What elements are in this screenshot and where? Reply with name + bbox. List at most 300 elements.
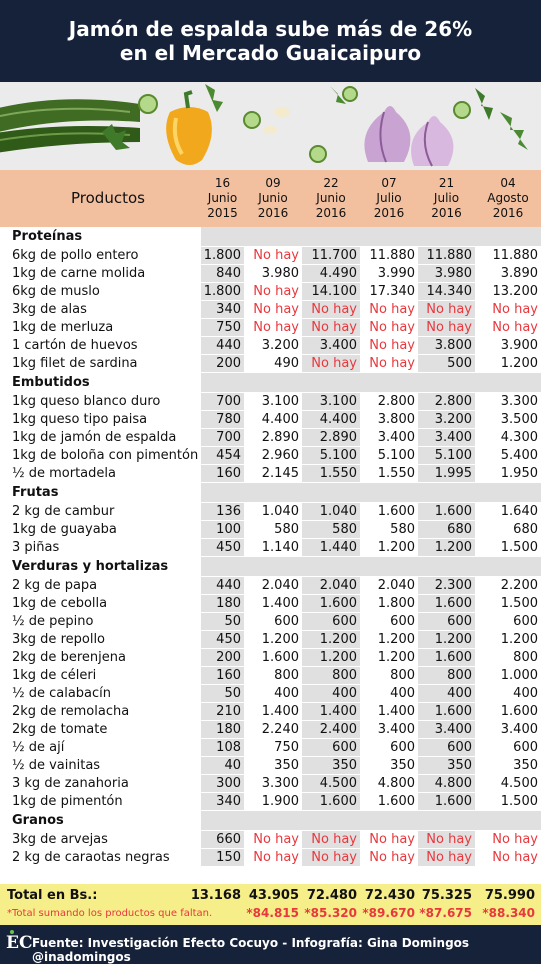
price-cell: 2.800: [418, 393, 475, 411]
category-spacer-cell: [302, 373, 360, 393]
price-cell: 400: [244, 685, 302, 703]
price-cell: No hay: [302, 355, 360, 373]
price-cell: 454: [201, 447, 244, 465]
price-cell: 580: [244, 521, 302, 539]
price-cell: 3.500: [475, 411, 541, 429]
price-cell: 1.200: [360, 539, 418, 557]
category-row: [0, 557, 541, 577]
category-spacer-cell: [201, 373, 244, 393]
price-cell: No hay: [475, 301, 541, 319]
date-column-header: [244, 170, 302, 227]
price-cell: 1.400: [302, 703, 360, 721]
price-cell: 660: [201, 831, 244, 849]
product-name: 6kg de pollo entero: [0, 247, 201, 265]
product-name: 2kg de tomate: [0, 721, 201, 739]
date-header-line: 07: [381, 176, 397, 190]
price-cell: 17.340: [360, 283, 418, 301]
price-cell: 3.980: [244, 265, 302, 283]
table-row: [0, 411, 541, 429]
table-row: [0, 721, 541, 739]
price-cell: 1.200: [302, 649, 360, 667]
price-cell: 200: [201, 649, 244, 667]
adjusted-total-value: *88.340: [482, 906, 535, 920]
price-cell: No hay: [244, 319, 302, 337]
total-bar: [0, 884, 541, 925]
price-cell: 3.400: [418, 721, 475, 739]
price-cell: 5.100: [418, 447, 475, 465]
price-cell: No hay: [302, 849, 360, 867]
price-cell: 3.400: [302, 337, 360, 355]
price-cell: 2.040: [244, 577, 302, 595]
total-value: 13.168: [190, 888, 241, 903]
table-row: [0, 539, 541, 557]
price-cell: No hay: [302, 301, 360, 319]
price-cell: 160: [201, 667, 244, 685]
category-row: [0, 227, 541, 247]
price-cell: 580: [302, 521, 360, 539]
price-cell: 400: [360, 685, 418, 703]
price-cell: 3.100: [244, 393, 302, 411]
price-cell: 136: [201, 503, 244, 521]
price-cell: 4.500: [302, 775, 360, 793]
price-cell: 1.200: [418, 539, 475, 557]
category-spacer-cell: [418, 483, 475, 503]
price-cell: 1.600: [418, 793, 475, 811]
total-value: 43.905: [248, 888, 299, 903]
price-cell: 600: [475, 739, 541, 757]
price-cell: 700: [201, 429, 244, 447]
category-spacer-cell: [244, 373, 302, 393]
price-cell: 2.300: [418, 577, 475, 595]
price-cell: 1.900: [244, 793, 302, 811]
title-line-1: Jamón de espalda sube más de 26%: [68, 17, 473, 41]
price-cell: 4.400: [302, 411, 360, 429]
product-name: 2 kg de caraotas negras: [0, 849, 201, 867]
price-cell: No hay: [475, 831, 541, 849]
price-cell: 160: [201, 465, 244, 483]
price-cell: No hay: [475, 849, 541, 867]
yellow-pepper-icon: [166, 92, 212, 165]
category-label: Frutas: [0, 483, 201, 503]
price-cell: No hay: [360, 831, 418, 849]
price-cell: 600: [302, 739, 360, 757]
price-cell: No hay: [302, 831, 360, 849]
price-cell: 1.600: [302, 595, 360, 613]
adjusted-total-value: *89.670: [362, 906, 415, 920]
date-column-header: [302, 170, 360, 227]
category-row: [0, 373, 541, 393]
date-header-line: Agosto: [487, 191, 529, 205]
price-cell: 400: [475, 685, 541, 703]
table-row: [0, 793, 541, 811]
table-body: [0, 227, 541, 867]
price-cell: 3.990: [360, 265, 418, 283]
price-cell: 100: [201, 521, 244, 539]
price-cell: 108: [201, 739, 244, 757]
product-name: 1 cartón de huevos: [0, 337, 201, 355]
date-header-line: 2016: [431, 206, 462, 220]
category-spacer-cell: [360, 483, 418, 503]
price-cell: 440: [201, 577, 244, 595]
table-row: [0, 283, 541, 301]
price-cell: 1.200: [418, 631, 475, 649]
price-cell: 300: [201, 775, 244, 793]
product-name: 6kg de muslo: [0, 283, 201, 301]
product-name: 1kg queso tipo paisa: [0, 411, 201, 429]
price-cell: 3.400: [418, 429, 475, 447]
price-cell: 3.400: [360, 429, 418, 447]
price-cell: 1.600: [475, 703, 541, 721]
table-row: [0, 465, 541, 483]
price-cell: 1.500: [475, 793, 541, 811]
price-table-container: [0, 170, 541, 884]
date-header-line: 09: [265, 176, 281, 190]
price-cell: 750: [201, 319, 244, 337]
price-cell: No hay: [475, 319, 541, 337]
efecto-cocuyo-logo: EC: [6, 933, 33, 953]
category-spacer-cell: [475, 811, 541, 831]
price-cell: 800: [418, 667, 475, 685]
price-cell: 14.100: [302, 283, 360, 301]
price-cell: 600: [302, 613, 360, 631]
price-cell: 2.890: [302, 429, 360, 447]
price-cell: 800: [244, 667, 302, 685]
category-spacer-cell: [360, 811, 418, 831]
price-cell: 800: [302, 667, 360, 685]
table-row: [0, 503, 541, 521]
table-row: [0, 831, 541, 849]
price-table: [0, 170, 541, 867]
price-cell: 600: [475, 613, 541, 631]
category-label: Verduras y hortalizas: [0, 557, 201, 577]
price-cell: 2.890: [244, 429, 302, 447]
price-cell: No hay: [360, 337, 418, 355]
date-column-header: [360, 170, 418, 227]
price-cell: 210: [201, 703, 244, 721]
price-cell: 450: [201, 539, 244, 557]
product-name: 1kg de pimentón: [0, 793, 201, 811]
price-cell: 3.800: [418, 337, 475, 355]
price-cell: 14.340: [418, 283, 475, 301]
price-cell: 600: [360, 613, 418, 631]
price-cell: 2.200: [475, 577, 541, 595]
table-row: [0, 301, 541, 319]
price-cell: 350: [475, 757, 541, 775]
price-cell: 500: [418, 355, 475, 373]
price-cell: No hay: [244, 301, 302, 319]
price-cell: No hay: [418, 301, 475, 319]
price-cell: 4.800: [360, 775, 418, 793]
category-spacer-cell: [201, 227, 244, 247]
product-name: 3 piñas: [0, 539, 201, 557]
product-name: 1kg de guayaba: [0, 521, 201, 539]
price-cell: No hay: [244, 283, 302, 301]
price-cell: 580: [360, 521, 418, 539]
banner-svg: [0, 82, 541, 170]
price-cell: 440: [201, 337, 244, 355]
table-row: [0, 447, 541, 465]
table-row: [0, 849, 541, 867]
price-cell: 400: [418, 685, 475, 703]
price-cell: 1.040: [244, 503, 302, 521]
adjusted-total-value: *84.815: [246, 906, 299, 920]
title-line-2: en el Mercado Guaicaipuro: [119, 41, 422, 65]
date-header-line: Julio: [376, 191, 402, 205]
product-name: 1kg de cebolla: [0, 595, 201, 613]
price-cell: 3.890: [475, 265, 541, 283]
footer: [0, 925, 541, 964]
price-cell: 1.400: [244, 703, 302, 721]
product-name: ½ de calabacín: [0, 685, 201, 703]
price-cell: 11.700: [302, 247, 360, 265]
price-cell: No hay: [360, 355, 418, 373]
price-cell: 13.200: [475, 283, 541, 301]
table-row: [0, 521, 541, 539]
category-spacer-cell: [475, 373, 541, 393]
price-cell: 4.400: [244, 411, 302, 429]
price-cell: No hay: [244, 849, 302, 867]
table-row: [0, 319, 541, 337]
date-header-line: 2016: [492, 206, 524, 220]
category-spacer-cell: [360, 227, 418, 247]
table-row: [0, 649, 541, 667]
price-cell: 700: [201, 393, 244, 411]
category-spacer-cell: [244, 483, 302, 503]
category-spacer-cell: [475, 483, 541, 503]
price-cell: 1.200: [360, 631, 418, 649]
date-column-header: [475, 170, 541, 227]
price-cell: 1.140: [244, 539, 302, 557]
table-row: [0, 393, 541, 411]
price-cell: 1.800: [201, 247, 244, 265]
category-spacer-cell: [360, 557, 418, 577]
price-cell: 1.200: [475, 631, 541, 649]
price-cell: 780: [201, 411, 244, 429]
table-row: [0, 595, 541, 613]
price-cell: 1.200: [244, 631, 302, 649]
price-cell: 1.500: [475, 595, 541, 613]
price-cell: 3.400: [475, 721, 541, 739]
product-name: ½ de mortadela: [0, 465, 201, 483]
category-spacer-cell: [302, 483, 360, 503]
total-value: 75.325: [421, 888, 472, 903]
price-cell: 5.400: [475, 447, 541, 465]
price-cell: 350: [302, 757, 360, 775]
price-cell: 680: [475, 521, 541, 539]
price-cell: No hay: [360, 319, 418, 337]
category-spacer-cell: [201, 483, 244, 503]
date-header-line: Junio: [207, 191, 238, 205]
date-header-line: Junio: [258, 191, 288, 205]
price-cell: 2.800: [360, 393, 418, 411]
price-cell: 4.490: [302, 265, 360, 283]
product-name: ½ de vainitas: [0, 757, 201, 775]
price-cell: 1.600: [418, 649, 475, 667]
price-cell: 1.640: [475, 503, 541, 521]
price-cell: 2.960: [244, 447, 302, 465]
category-spacer-cell: [201, 557, 244, 577]
price-cell: No hay: [418, 849, 475, 867]
price-cell: 180: [201, 721, 244, 739]
price-cell: 4.500: [475, 775, 541, 793]
total-value: 72.430: [364, 888, 415, 903]
product-name: 2kg de berenjena: [0, 649, 201, 667]
price-cell: 4.300: [475, 429, 541, 447]
date-column-header: [418, 170, 475, 227]
table-row: [0, 667, 541, 685]
price-cell: 350: [244, 757, 302, 775]
price-cell: 3.400: [360, 721, 418, 739]
product-name: 1kg de boloña con pimentón: [0, 447, 201, 465]
price-cell: 680: [418, 521, 475, 539]
price-cell: 2.040: [360, 577, 418, 595]
date-header-line: 04: [500, 176, 516, 190]
price-cell: 11.880: [360, 247, 418, 265]
garlic-icon: [263, 106, 453, 166]
table-row: [0, 757, 541, 775]
source-credit: Fuente: Investigación Efecto Cocuyo - Infografía: Gina Domingos @inadomingos: [32, 936, 470, 964]
category-spacer-cell: [360, 373, 418, 393]
product-name: 1kg de merluza: [0, 319, 201, 337]
date-header-line: 2016: [315, 206, 347, 220]
product-name: 1kg filet de sardina: [0, 355, 201, 373]
table-row: [0, 265, 541, 283]
product-name: 2kg de remolacha: [0, 703, 201, 721]
product-name: 2 kg de cambur: [0, 503, 201, 521]
price-cell: 3.200: [244, 337, 302, 355]
category-row: [0, 483, 541, 503]
category-spacer-cell: [244, 227, 302, 247]
price-cell: 1.600: [418, 503, 475, 521]
price-cell: No hay: [302, 319, 360, 337]
price-cell: 1.200: [475, 355, 541, 373]
price-cell: 200: [201, 355, 244, 373]
banner-illustration: [0, 82, 541, 170]
table-row: [0, 775, 541, 793]
price-cell: 1.200: [302, 631, 360, 649]
price-cell: 1.040: [302, 503, 360, 521]
date-header-line: 2016: [257, 206, 289, 220]
price-cell: 1.600: [418, 703, 475, 721]
category-spacer-cell: [418, 811, 475, 831]
price-cell: 150: [201, 849, 244, 867]
price-cell: 1.600: [360, 793, 418, 811]
category-spacer-cell: [475, 557, 541, 577]
products-column-header: Productos: [0, 170, 201, 227]
date-header-line: Julio: [433, 191, 460, 205]
date-header-line: Junio: [316, 191, 346, 205]
total-label: Total en Bs.:: [7, 888, 98, 903]
price-cell: 600: [418, 739, 475, 757]
price-cell: No hay: [244, 831, 302, 849]
price-cell: 750: [244, 739, 302, 757]
price-cell: 340: [201, 793, 244, 811]
price-cell: 600: [244, 613, 302, 631]
price-cell: 1.600: [360, 503, 418, 521]
price-cell: 800: [360, 667, 418, 685]
table-row: [0, 577, 541, 595]
price-cell: 3.900: [475, 337, 541, 355]
price-cell: 1.600: [302, 793, 360, 811]
price-cell: 600: [360, 739, 418, 757]
column-header-row: [0, 170, 541, 227]
table-row: [0, 685, 541, 703]
product-name: ½ de ají: [0, 739, 201, 757]
price-cell: 1.800: [360, 595, 418, 613]
product-name: 2 kg de papa: [0, 577, 201, 595]
price-cell: No hay: [418, 831, 475, 849]
price-cell: 1.400: [360, 703, 418, 721]
price-cell: 1.500: [475, 539, 541, 557]
price-cell: 5.100: [302, 447, 360, 465]
category-spacer-cell: [201, 811, 244, 831]
date-header-line: 22: [323, 176, 339, 190]
table-row: [0, 703, 541, 721]
price-cell: No hay: [244, 247, 302, 265]
category-spacer-cell: [302, 811, 360, 831]
price-cell: 3.300: [244, 775, 302, 793]
category-label: Embutidos: [0, 373, 201, 393]
price-cell: No hay: [418, 319, 475, 337]
price-cell: 3.980: [418, 265, 475, 283]
category-spacer-cell: [244, 557, 302, 577]
price-cell: 50: [201, 685, 244, 703]
total-value: 75.990: [484, 888, 535, 903]
price-cell: 1.550: [360, 465, 418, 483]
price-cell: 1.800: [201, 283, 244, 301]
table-row: [0, 613, 541, 631]
price-cell: 800: [475, 649, 541, 667]
price-cell: 1.440: [302, 539, 360, 557]
price-cell: 2.145: [244, 465, 302, 483]
date-header-line: 2016: [373, 206, 405, 220]
category-spacer-cell: [302, 557, 360, 577]
category-label: Granos: [0, 811, 201, 831]
category-spacer-cell: [475, 227, 541, 247]
price-cell: 2.040: [302, 577, 360, 595]
total-note: *Total sumando los productos que faltan.: [7, 908, 213, 919]
header: [0, 0, 541, 82]
category-spacer-cell: [244, 811, 302, 831]
product-name: 1kg de carne molida: [0, 265, 201, 283]
price-cell: 11.880: [475, 247, 541, 265]
price-cell: 3.200: [418, 411, 475, 429]
total-value: 72.480: [306, 888, 357, 903]
price-cell: 1.000: [475, 667, 541, 685]
price-cell: 1.995: [418, 465, 475, 483]
product-name: 3kg de repollo: [0, 631, 201, 649]
price-cell: 3.100: [302, 393, 360, 411]
product-name: ½ de pepino: [0, 613, 201, 631]
price-cell: 50: [201, 613, 244, 631]
price-cell: 350: [360, 757, 418, 775]
price-cell: 1.600: [244, 649, 302, 667]
price-cell: 1.600: [418, 595, 475, 613]
price-cell: 1.400: [244, 595, 302, 613]
price-cell: 1.550: [302, 465, 360, 483]
table-row: [0, 739, 541, 757]
price-cell: 3.300: [475, 393, 541, 411]
table-row: [0, 429, 541, 447]
product-name: 1kg de céleri: [0, 667, 201, 685]
date-header-line: 2015: [207, 206, 238, 220]
price-cell: 1.200: [360, 649, 418, 667]
price-cell: 340: [201, 301, 244, 319]
category-row: [0, 811, 541, 831]
product-name: 3kg de alas: [0, 301, 201, 319]
date-column-header: [201, 170, 244, 227]
table-row: [0, 631, 541, 649]
